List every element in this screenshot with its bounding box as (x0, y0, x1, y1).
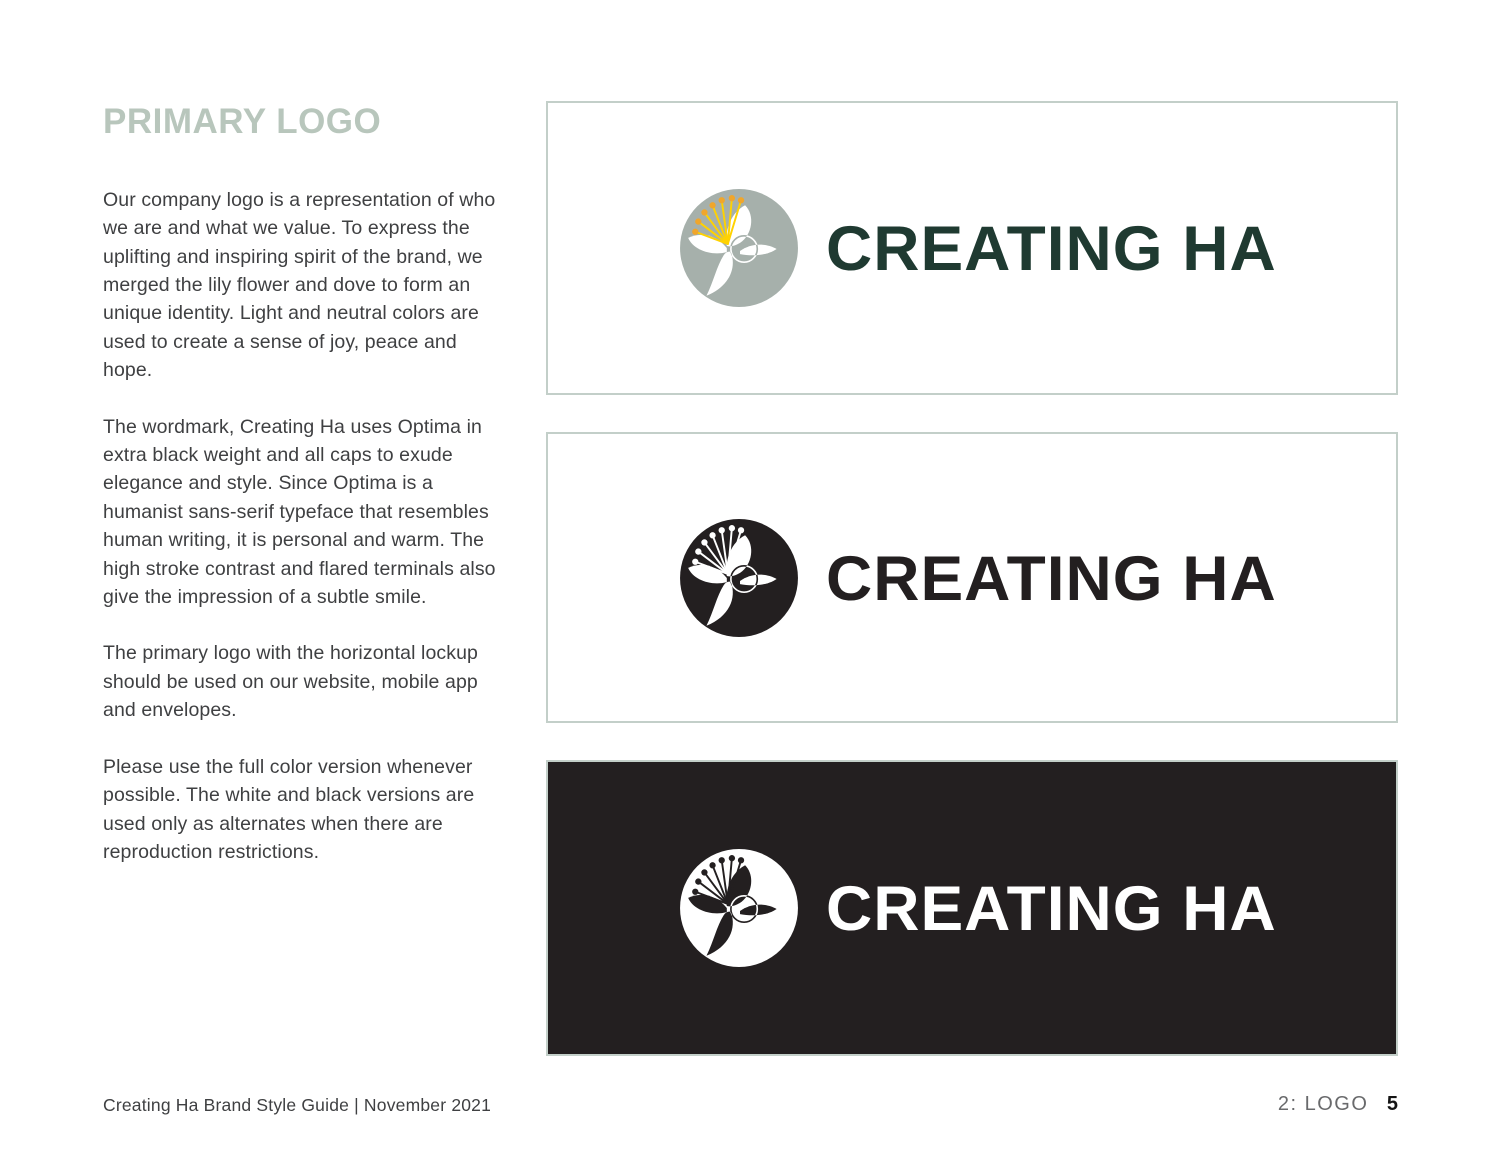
logo-wordmark: CREATING HA (826, 872, 1277, 944)
logo-wordmark: CREATING HA (826, 541, 1277, 614)
page-footer (0, 1095, 1500, 1125)
footer-right-group (1278, 1093, 1398, 1116)
intro-paragraph: Our company logo is a representation of who we are and what we value. To express the uplifting and inspiring spirit of the brand, we merged the lily flower and dove to form an unique identity. Light and neutral colors are used to create a sense of joy, peace and hope. (103, 188, 496, 382)
dove-lily-logo-icon (678, 187, 800, 309)
dove-lily-logo-icon (678, 517, 800, 639)
footer-page-number: 5 (1386, 1093, 1398, 1115)
typography-paragraph: The wordmark, Creating Ha uses Optima in extra black weight and all caps to exude elegance and style. Since Optima is a humanist sans-serif typeface that resembles human writing, it is personal and warm. The high stroke contrast and flared terminals also give the impression of a subtle smile. (103, 415, 496, 609)
color-usage-paragraph: Please use the full color version whenever possible. The white and black versions are used only as alternates when there are reproduction restrictions. (103, 755, 475, 863)
footer-section-label: 2: LOGO (1277, 1093, 1369, 1115)
page-title: PRIMARY LOGO (103, 102, 382, 141)
footer-document-title: Creating Ha Brand Style Guide | November 2021 (103, 1095, 492, 1115)
logo-box-full-color (546, 101, 1398, 395)
left-text-column (103, 103, 507, 894)
logo-wordmark: CREATING HA (826, 212, 1277, 284)
logo-box-black-version (546, 432, 1398, 723)
logo-box-white-version (546, 760, 1398, 1056)
usage-paragraph: The primary logo with the horizontal lockup should be used on our website, mobile app and envelopes. (103, 642, 478, 722)
dove-lily-logo-icon (678, 847, 800, 969)
